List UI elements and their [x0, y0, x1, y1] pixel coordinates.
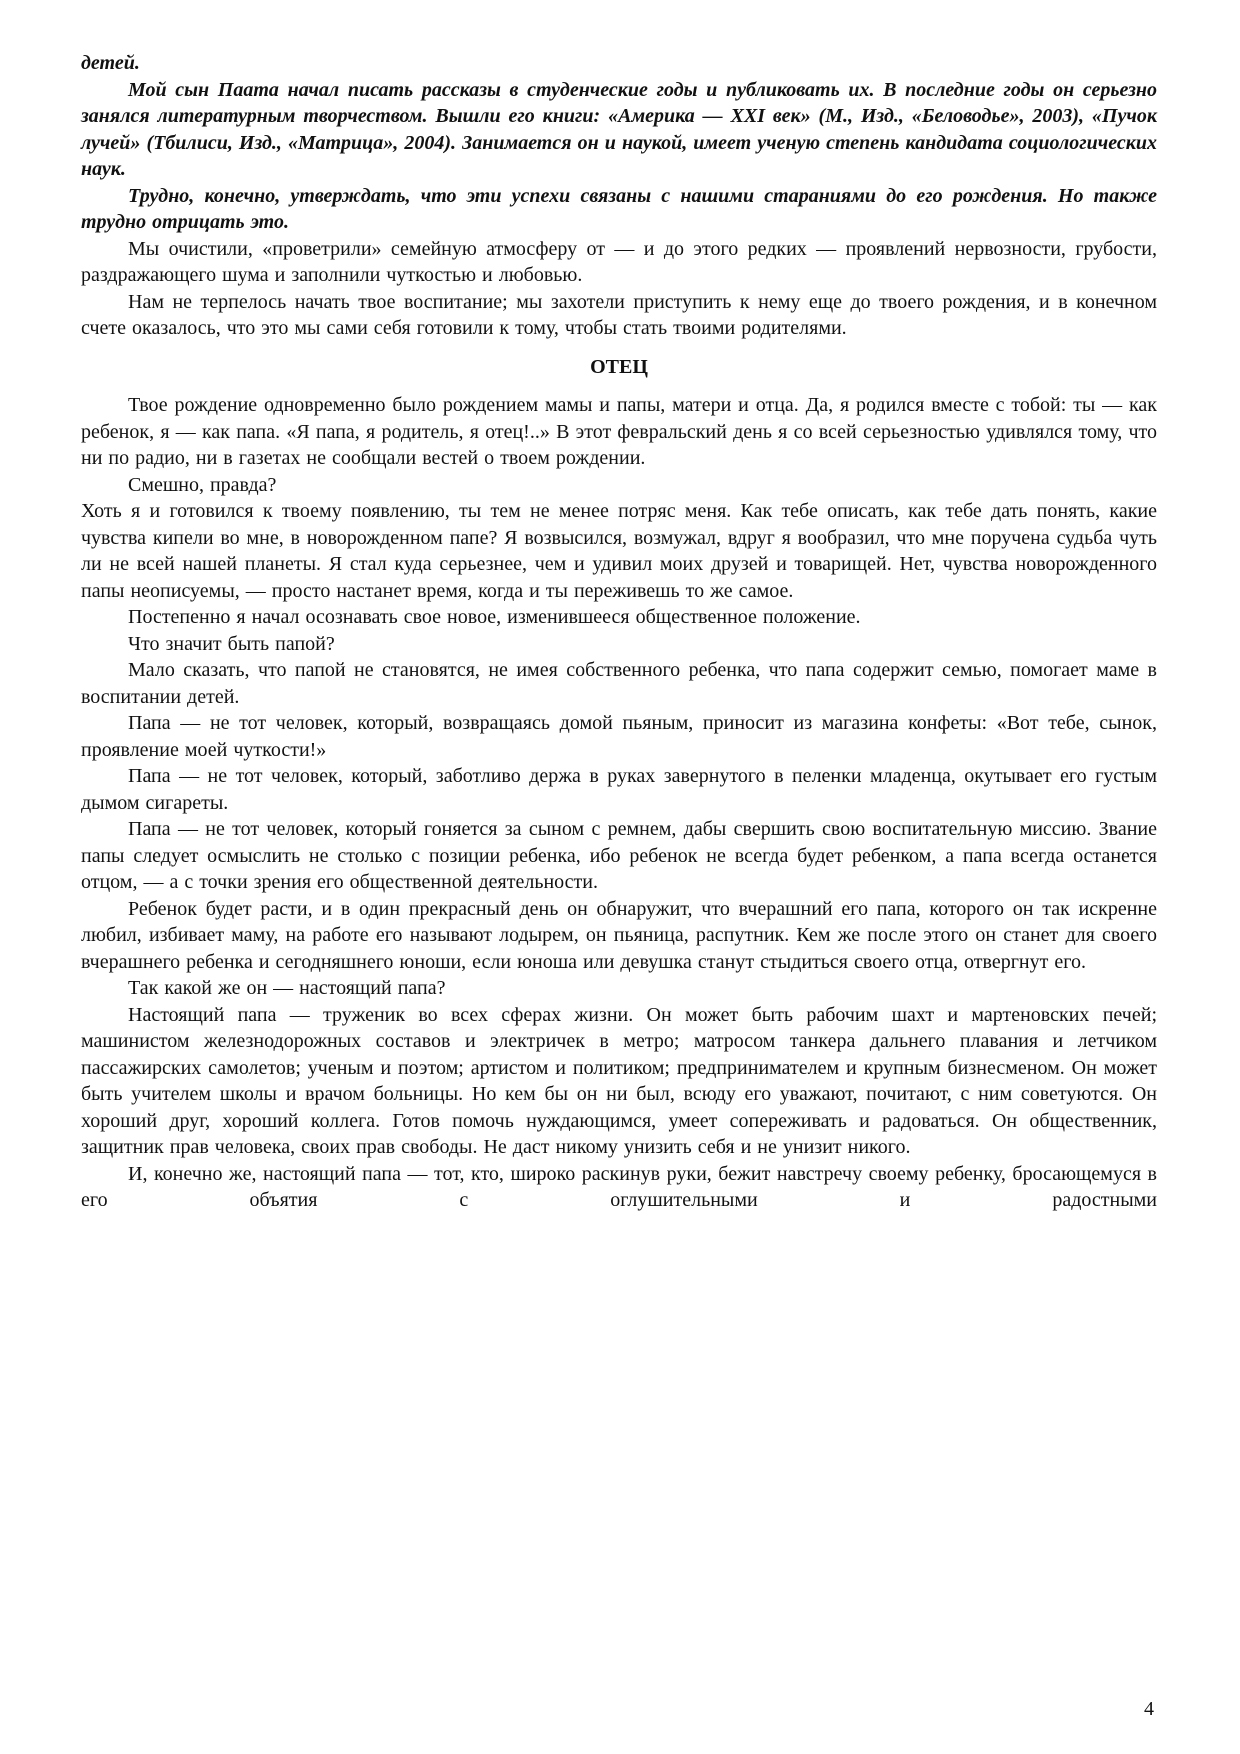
- text-body: [81, 50, 1157, 1214]
- paragraph: Настоящий папа — труженик во всех сферах жизни. Он может быть рабочим шахт и мартеновских печей; машинистом железнодорожных составов и электричек в метро; матросом танкера дальнего плавания и летчиком пассажирских самолетов; ученым и поэтом; артистом и политиком; предпринимателем и крупным бизнесменом. Он может быть учителем школы и врачом больницы. Но кем бы он ни был, всюду его уважают, почитают, с ним советуются. Он хороший друг, хороший коллега. Готов помочь нуждающимся, умеет сопереживать и радоваться. Он общественник, защитник прав человека, своих прав свободы. Не даст никому унизить себя и не унизит никого.: [81, 1003, 1157, 1158]
- paragraph: И, конечно же, настоящий папа — тот, кто, широко раскинув руки, бежит навстречу своему ребенку, бросающемуся в его объятия с оглушительными и радостными: [81, 1162, 1157, 1211]
- paragraph: Смешно, правда?: [128, 473, 277, 496]
- paragraph: Твое рождение одновременно было рождением мамы и папы, матери и отца. Да, я родился вместе с тобой: ты — как ребенок, я — как папа. «Я папа, я родитель, я отец!..» В этот февральский день я со всей серьезностью удивлялся тому, что ни по радио, ни в газетах не сообщали вестей о твоем рождении.: [81, 394, 1157, 469]
- paragraph: Мой сын Паата начал писать рассказы в студенческие годы и публиковать их. В последние годы он серьезно занялся литературным творчеством. Вышли его книги: «Америка — XXI век» (М., Изд., «Беловодье», 2003), «Пучок лучей» (Тбилиси, Изд., «Матрица», 2004). Занимается он и наукой, имеет ученую степень кандидата социологических наук.: [81, 78, 1157, 180]
- paragraph: Что значит быть папой?: [128, 632, 335, 655]
- page-number: 4: [1144, 1698, 1154, 1720]
- paragraph: Хоть я и готовился к твоему появлению, ты тем не менее потряс меня. Как тебе описать, как тебе дать понять, какие чувства кипели во мне, в новорожденном папе? Я возвысился, возмужал, вдруг я вообразил, что мне поручена судьба чуть ли не всей нашей планеты. Я стал куда серьезнее, чем и удивил моих друзей и товарищей. Нет, чувства новорожденного папы неописуемы, — просто настанет время, когда и ты переживешь то же самое.: [81, 500, 1157, 602]
- paragraph: Нам не терпелось начать твое воспитание; мы захотели приступить к нему еще до твоего рождения, и в конечном счете оказалось, что это мы сами себя готовили к тому, чтобы стать твоими родителями.: [81, 290, 1157, 339]
- section-heading: ОТЕЦ: [590, 355, 648, 378]
- paragraph: Папа — не тот человек, который, возвращаясь домой пьяным, приносит из магазина конфеты: «Вот тебе, сынок, проявление моей чуткости!»: [81, 712, 1157, 761]
- paragraph: Так какой же он — настоящий папа?: [128, 977, 446, 999]
- paragraph: Ребенок будет расти, и в один прекрасный день он обнаружит, что вчерашний его папа, которого он так искренне любил, избивает маму, на работе его называют лодырем, он пьяница, распутник. Кем же после этого он станет для своего вчерашнего ребенка и сегодняшнего юноши, если юноша или девушка станут стыдиться своего отца, отвергнут его.: [81, 897, 1157, 973]
- paragraph: Постепенно я начал осознавать свое новое, изменившееся общественное положение.: [128, 606, 861, 628]
- paragraph: Трудно, конечно, утверждать, что эти успехи связаны с нашими стараниями до его рождения. Но также трудно отрицать это.: [81, 184, 1157, 233]
- paragraph: Мы очистили, «проветрили» семейную атмосферу от — и до этого редких — проявлений нервозности, грубости, раздражающего шума и заполнили чуткостью и любовью.: [81, 237, 1157, 286]
- paragraph: Мало сказать, что папой не становятся, не имея собственного ребенка, что папа содержит семью, помогает маме в воспитании детей.: [81, 659, 1157, 708]
- paragraph: детей.: [81, 52, 140, 74]
- paragraph: Папа — не тот человек, который гоняется за сыном с ремнем, дабы свершить свою воспитательную миссию. Звание папы следует осмыслить не столько с позиции ребенка, ибо ребенок не всегда будет ребенком, а папа всегда останется отцом, — а с точки зрения его общественной деятельности.: [81, 818, 1157, 893]
- paragraph: Папа — не тот человек, который, заботливо держа в руках завернутого в пеленки младенца, окутывает его густым дымом сигареты.: [81, 765, 1157, 814]
